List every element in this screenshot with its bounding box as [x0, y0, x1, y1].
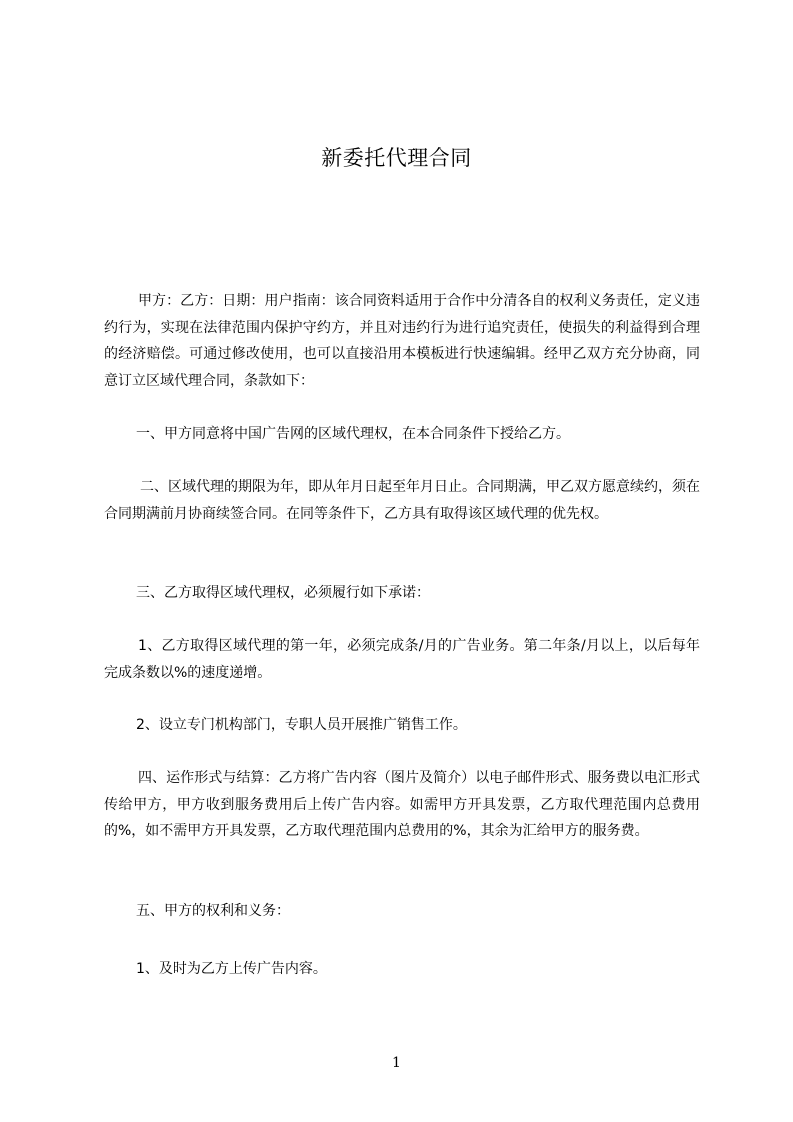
- clause-5-paragraph: 五、甲方的权利和义务：: [136, 903, 290, 919]
- page-number: 1: [392, 1055, 401, 1071]
- intro-paragraph: 甲方：乙方：日期：用户指南：该合同资料适用于合作中分清各自的权利义务责任，定义违约行为，实现在法律范围内保护守约方，并且对违约行为进行追究责任，使损失的利益得到合理的经济赔偿。可通过修改使用，也可以直接沿用本模板进行快速编辑。经甲乙双方充分协商，同意订立区域代理合同，条款如下：: [104, 293, 700, 389]
- clause-5-item-1-paragraph: 1、及时为乙方上传广告内容。: [136, 961, 327, 977]
- clause-1-paragraph: 一、甲方同意将中国广告网的区域代理权，在本合同条件下授给乙方。: [136, 426, 570, 442]
- clause-2-paragraph: 二、区域代理的期限为年，即从年月日起至年月日止。合同期满，甲乙双方愿意续约，须在合同期满前月协商续签合同。在同等条件下，乙方具有取得该区域代理的优先权。: [104, 479, 700, 522]
- document-title: 新委托代理合同: [321, 146, 472, 170]
- clause-3-paragraph: 三、乙方取得区域代理权，必须履行如下承诺：: [136, 585, 430, 601]
- clause-4-paragraph: 四、运作形式与结算：乙方将广告内容（图片及简介）以电子邮件形式、服务费以电汇形式传给甲方，甲方收到服务费用后上传广告内容。如需甲方开具发票，乙方取代理范围内总费用的%，如不需甲方开具发票，乙方取代理范围内总费用的%，其余为汇给甲方的服务费。: [104, 770, 700, 839]
- clause-3-item-1-paragraph: 1、乙方取得区域代理的第一年，必须完成条/月的广告业务。第二年条/月以上，以后每年完成条数以%的速度递增。: [104, 638, 700, 681]
- clause-3-item-2-paragraph: 2、设立专门机构部门，专职人员开展推广销售工作。: [136, 717, 467, 733]
